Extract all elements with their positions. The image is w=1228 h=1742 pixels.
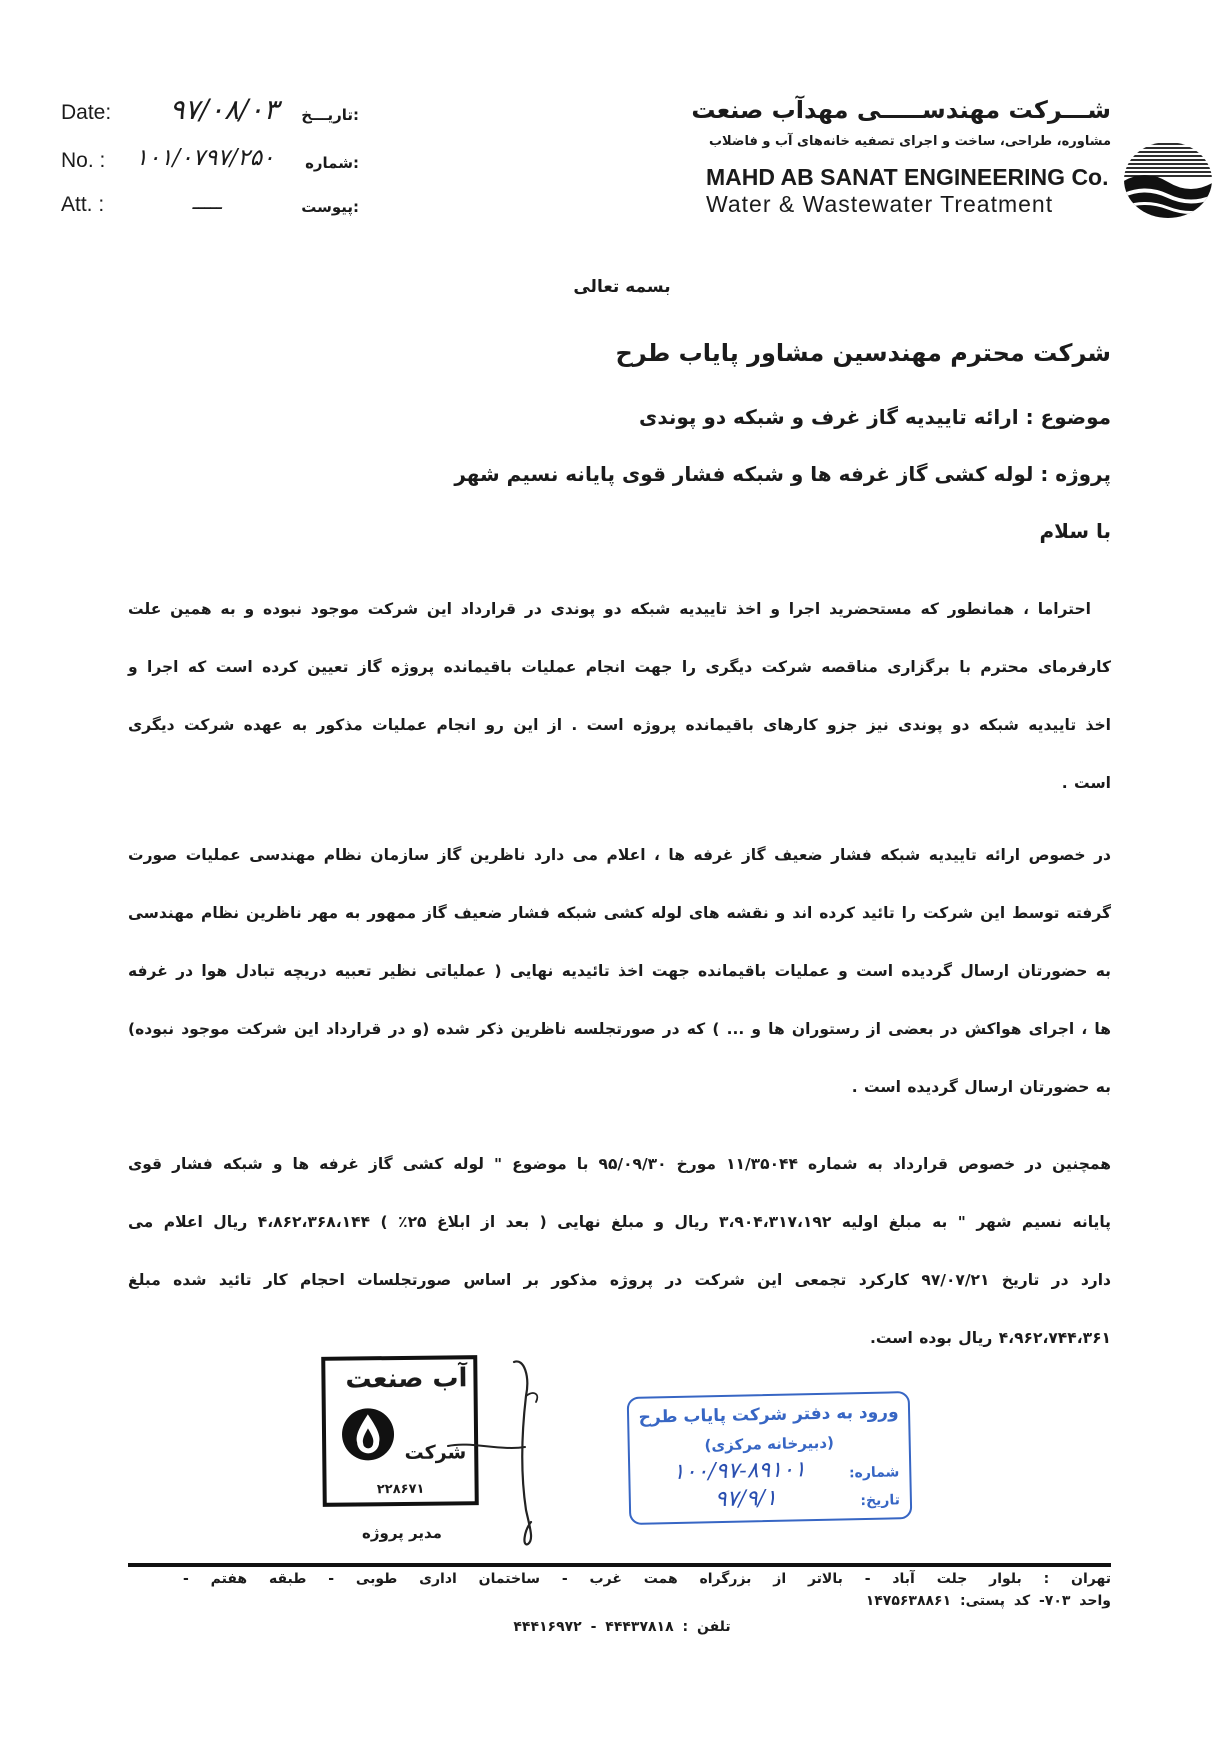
seal-label: شرکت [404, 1441, 467, 1464]
paragraph-line: دارد در تاریخ ۹۷/۰۷/۲۱ کارکرد تجمعی این شرکت در پروژه مذکور بر اساس صورتجلسات احجام کار تائید شده مبلغ [128, 1271, 1112, 1289]
footer-address-line-2: واحد ۷۰۳- کد پستی: ۱۴۷۵۶۳۸۸۶۱ [865, 1593, 1111, 1609]
paragraph-line: به حضورتان ارسال گردیده است . [851, 1078, 1111, 1096]
recipient: شرکت محترم مهندسین مشاور پایاب طرح [615, 339, 1111, 367]
paragraph-3 [128, 1135, 1111, 1367]
attachment-label-fa: پیوست: [301, 198, 359, 216]
paragraph-line: ها ، اجرای هواکش در بعضی از رستوران ها و ... ) که در صورتجلسه ناظرین ذکر شده (و در قرارداد این شرکت موجود نبوده) [128, 1020, 1111, 1038]
paragraph-line: پایانه نسیم شهر " به مبلغ اولیه ۳،۹۰۴،۳۱۷،۱۹۲ ریال و مبلغ نهایی ( بعد از ابلاغ ۲۵٪ ) ۴،۸۶۲،۳۶۸،۱۴۴ ریال اعلام می [128, 1213, 1111, 1231]
receipt-date-label: تاریخ: [860, 1492, 901, 1510]
receipt-stamp-title: ورود به دفتر شرکت پایاب طرح [638, 1402, 899, 1428]
invocation: بسمه تعالی [573, 277, 671, 297]
paragraph-2 [128, 826, 1111, 1116]
paragraph-line: احتراما ، همانطور که مستحضرید اجرا و اخذ تاییدیه شبکه دو پوندی در قرارداد این شرکت موجود نبوده و به همین علت [128, 600, 1091, 618]
receipt-number-label: شماره: [848, 1464, 900, 1482]
signatory-title: مدیر پروژه [362, 1524, 442, 1542]
paragraph-line: گرفته توسط این شرکت را تائید کرده اند و نقشه های لوله کشی شبکه فشار ضعیف گاز ممهور به مهر ناظرین نظام مهندسی [128, 904, 1111, 922]
paragraph-line: است . [1061, 774, 1111, 792]
paragraph-line: همچنین در خصوص قرارداد به شماره ۱۱/۳۵۰۴۴ مورخ ۹۵/۰۹/۳۰ با موضوع " لوله کشی گاز غرفه ها و شبکه فشار قوی [128, 1155, 1112, 1173]
number-label-en: No. : [61, 149, 106, 172]
paragraph-line: به حضورتان ارسال گردیده است و عملیات باقیمانده جهت اخذ تائیدیه نهایی ( عملیاتی نظیر تعبیه دریچه تبادل هوا در غرفه [128, 962, 1111, 980]
water-waves-logo-icon [1122, 140, 1214, 220]
receipt-stamp-subtitle: (دبیرخانه مرکزی) [704, 1433, 835, 1455]
subject-line: موضوع : ارائه تاییدیه گاز غرف و شبکه دو پوندی [638, 405, 1111, 429]
seal-registration-number: ۲۲۸۶۷۱ [376, 1481, 425, 1498]
paragraph-line: در خصوص ارائه تاییدیه شبکه فشار ضعیف گاز غرفه ها ، اعلام می دارد ناظرین گاز سازمان نظام مهندسی عملیات صورت [128, 846, 1111, 864]
company-name-en: MAHD AB SANAT ENGINEERING Co. [706, 164, 1109, 190]
receipt-number-value: ۱۰۰/۹۷-۸۹۱۰۱ [672, 1457, 807, 1486]
date-value: ۹۷/۰۸/۰۳ [169, 93, 279, 126]
company-name-fa: شـــرکت مهندســـــی مهدآب صنعت [691, 96, 1111, 124]
footer-phone: تلفن : ۴۴۴۳۷۸۱۸ - ۴۴۴۱۶۹۷۲ [513, 1619, 731, 1635]
water-drop-icon [340, 1406, 397, 1463]
footer-address-line-1: تهران : بلوار جلت آباد - بالاتر از بزرگراه همت غرب - ساختمان اداری طوبی - طبقه هفتم - [183, 1571, 1111, 1587]
number-label-fa: شماره: [305, 154, 359, 172]
receipt-stamp [627, 1391, 913, 1525]
date-label-fa: تاریـــخ: [301, 106, 359, 124]
greeting: با سلام [1039, 519, 1111, 543]
seal-company-name: آب صنعت [345, 1363, 468, 1395]
attachment-value: ـــــ [192, 190, 222, 214]
receipt-date-value: ۹۷/۹/۱ [714, 1485, 778, 1513]
paragraph-line: اخذ تاییدیه شبکه دو پوندی نیز جزو کارهای باقیمانده پروژه است . از این رو انجام عملیات مذکور به عهده شرکت دیگری [128, 716, 1111, 734]
paragraph-line: کارفرمای محترم با برگزاری مناقصه شرکت دیگری را جهت انجام عملیات باقیمانده پروژه گاز تعیین کرده است که اجرا و [128, 658, 1111, 676]
paragraph-line: ۴،۹۶۲،۷۴۴،۳۶۱ ریال بوده است. [870, 1329, 1111, 1347]
number-value: ۱۰۱/۰۷۹۷/۲۵۰ [135, 145, 275, 171]
company-tagline-en: Water & Wastewater Treatment [706, 191, 1054, 217]
company-services-fa: مشاوره، طراحی، ساخت و اجرای تصفیه خانه‌های آب و فاضلاب [708, 134, 1111, 149]
attachment-row [0, 188, 380, 222]
attachment-label-en: Att. : [61, 193, 105, 216]
footer-divider [128, 1563, 1111, 1567]
date-label-en: Date: [61, 101, 112, 124]
paragraph-1 [128, 580, 1111, 812]
project-line: پروژه : لوله کشی گاز غرفه ها و شبکه فشار قوی پایانه نسیم شهر [454, 462, 1111, 486]
date-row [0, 93, 380, 130]
number-row [0, 144, 380, 178]
